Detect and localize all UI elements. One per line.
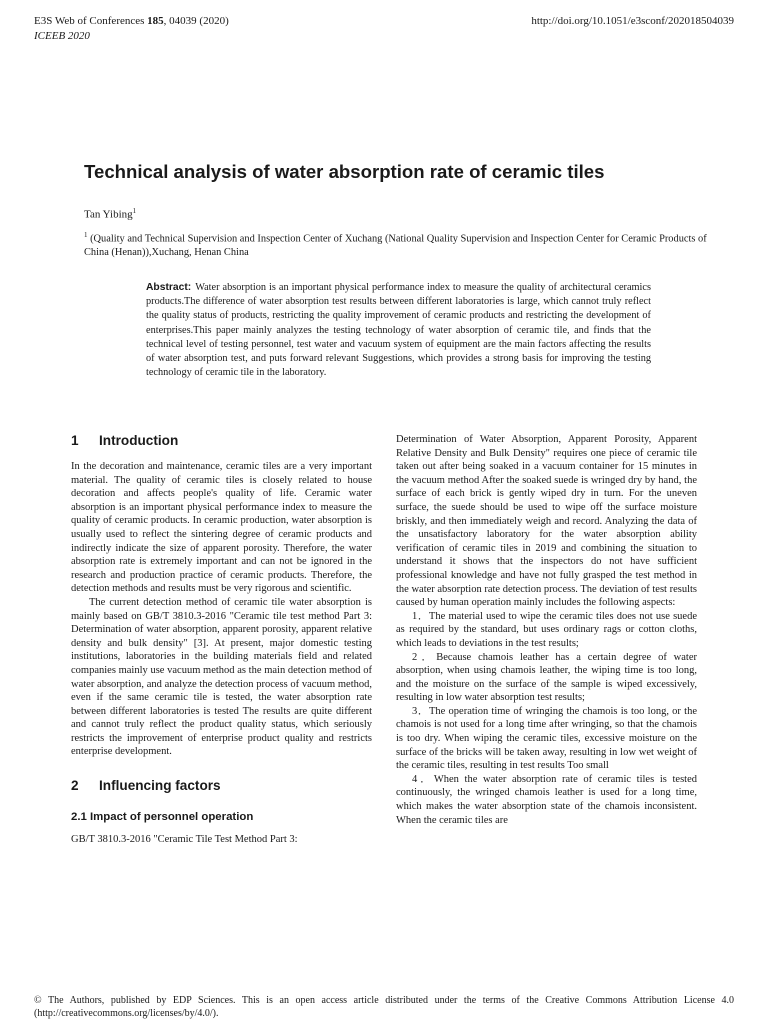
doi-link[interactable]: http://doi.org/10.1051/e3sconf/202018504039: [531, 15, 734, 27]
section-title: Introduction: [99, 433, 179, 448]
list-item: 1．The material used to wipe the ceramic tiles does not use suede as required by the standard, but uses ordinary rags or cotton cloths, which leads to deviations in the test results;: [396, 610, 697, 649]
paragraph: Determination of Water Absorption, Apparent Porosity, Apparent Relative Density and Bulk Density" requires one piece of ceramic tile taken out after being soaked in a vacuum container for 15 minutes in the vacuum method After the soaked suede is wringed dry by hand, the surface of each brick is gently wiped dry in turn. For the uneven surface, the suede should be used to wipe off the surface moisture briskly, and then immediately weigh and record. Analyzing the data of the unsatisfactory laboratory for the water absorption ability verification of ceramic tiles in 2019 and combining the situation to understand it shows that the inspectors do not have sufficient professional knowledge and have not fully grasped the test method in the water absorption rate detection process. The deviation of test results caused by human operation mainly includes the following aspects:: [396, 434, 698, 609]
section-number: 1: [71, 433, 79, 448]
journal-issue: , 04039 (2020): [163, 15, 229, 27]
author-name: Tan Yibing: [84, 208, 133, 221]
paper-title: Technical analysis of water absorption rate of ceramic tiles: [84, 161, 605, 182]
running-header-left: [34, 14, 229, 44]
paragraph: The current detection method of ceramic tile water absorption is mainly based on GB/T 3810.3-2016 "Ceramic tile test method Part 3: Determination of water absorption, apparent porosity, apparent relative density and bulk density" [3]. At present, major domestic testing institutions, laboratories in the building materials field and related companies mainly use vacuum method as the main detection method of water absorption, and analyze the detection process of vacuum method, even if the same ceramic tile is tested, the water absorption rate between different laboratories is tested The results are quite different and cannot truly reflect the product quality status, which seriously restricts the improvement of enterprise product quality and restricts enterprise development.: [71, 596, 372, 758]
right-column: [396, 433, 697, 827]
paragraph: GB/T 3810.3-2016 "Ceramic Tile Test Method Part 3:: [71, 834, 298, 846]
section-title: Influencing factors: [99, 778, 221, 794]
conference-name: ICEEB 2020: [34, 30, 90, 42]
affiliation-mark: 1: [84, 231, 88, 239]
paragraph: In the decoration and maintenance, ceramic tiles are a very important material. The quality of ceramic tiles is closely related to house decoration and affects people's quality of life. Ceramic water absorption is an important physical performance index to measure the quality of ceramic products. In ceramic production, water absorption is usually used to reflect the sintering degree of ceramic products and indirectly indicate the size of apparent porosity. Therefore, the water absorption rate is extremely important and can not be ignored in the research and production practice of ceramic products. Therefore, the detection methods and results must be very rigorous and scientific.: [71, 461, 372, 595]
abstract-label: Abstract:: [146, 282, 192, 293]
subsection-heading: 2.1 Impact of personnel operation: [71, 811, 254, 824]
affiliation-text: (Quality and Technical Supervision and Inspection Center of Xuchang (National Quality Supervision and Inspection Center for Ceramic Products of China (Henan)),Xuchang, Henan China: [84, 233, 707, 259]
journal-volume: 185: [147, 15, 164, 27]
affiliation: [84, 228, 724, 260]
journal-citation: [34, 14, 229, 29]
abstract-text: Water absorption is an important physical performance index to measure the quality of architectural ceramics products.The difference of water absorption test results between different laboratories is large, which cannot truly reflect the quality status of products, restricting the quality improvement of ceramic products and restricting the development of enterprises.This paper mainly analyzes the testing technology of water absorption of ceramic tile, and finds that the technical level of testing personnel, test water and vacuum system of equipment are the main factors affecting the results of water absorption test, and puts forward relevant Suggestions, which provides a strong basis for improving the testing technology of ceramic tile in the laboratory.: [146, 282, 651, 379]
list-item: 3．The operation time of wringing the chamois is too long, or the chamois is not used for a long time after wringing, so that the chamois is too dry. When wiping the ceramic tiles, excessive moisture on the surface of the bricks will be taken away, resulting in low wet weight of the ceramic tiles, resulting in test results Too small: [396, 705, 697, 772]
section-number: 2: [71, 778, 79, 794]
journal-prefix: E3S Web of Conferences: [34, 15, 148, 27]
left-column: [71, 432, 372, 847]
license-footer: © The Authors, published by EDP Sciences. This is an open access article distributed under the terms of the Creative Commons Attribution License 4.0 (http://creativecommons.org/licenses/by/4.0/).: [34, 995, 734, 1019]
list-item: 4．When the water absorption rate of ceramic tiles is tested continuously, the wringed chamois leather is used for a long time, which makes the water absorption state of the chamois inconsistent. When the ceramic tiles are: [396, 773, 697, 826]
author-affiliation-mark: 1: [132, 207, 137, 215]
abstract: [146, 281, 651, 380]
section-heading-influencing-factors: [71, 777, 372, 795]
author-line: [84, 204, 136, 222]
list-item: 2．Because chamois leather has a certain degree of water absorption, when using chamois leather, the wiping time is too long, and the moisture on the surface of the sample is wiped excessively, resulting in low water absorption test results;: [396, 651, 697, 704]
section-heading-introduction: [71, 432, 372, 450]
